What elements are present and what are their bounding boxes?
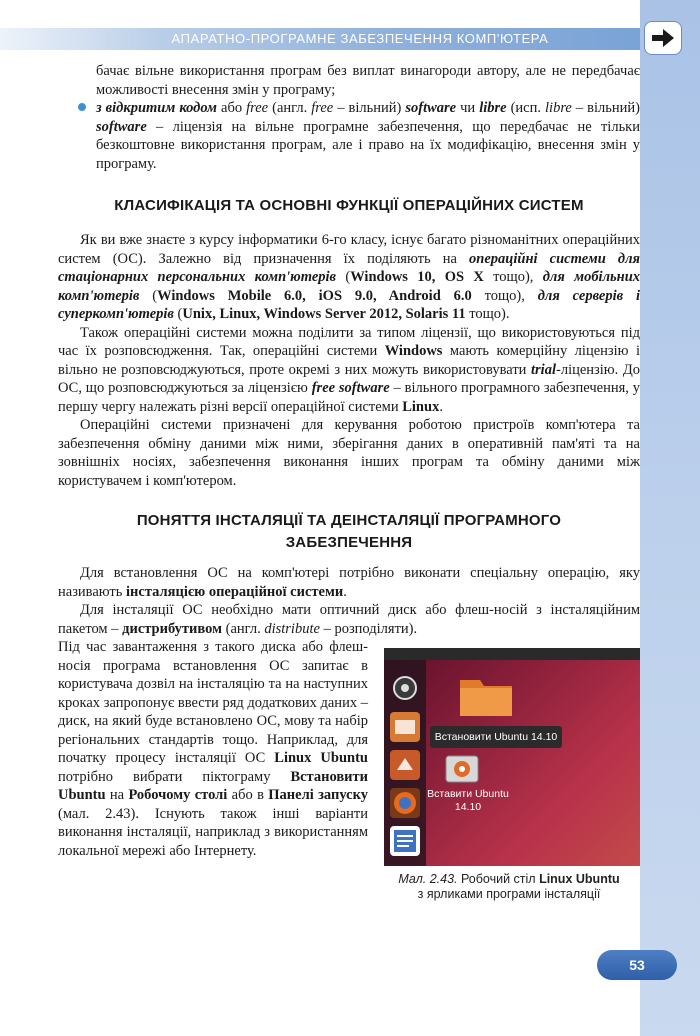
figure — [378, 648, 640, 902]
launcher-icons — [384, 660, 426, 866]
text-fragment: -ліцензію. До ОС, що розповсюджуються за ліцензією — [58, 361, 640, 396]
running-header: АПАРАТНО-ПРОГРАМНЕ ЗАБЕЗПЕЧЕННЯ КОМП'ЮТЕРА — [171, 31, 549, 46]
text-fragment: на — [105, 787, 129, 803]
term-linux: Linux — [539, 872, 573, 886]
term-open-source: з відкритим кодом — [96, 100, 217, 116]
term-install-ubuntu: Встановити Ubuntu — [58, 768, 368, 803]
text-fragment: чи — [456, 100, 480, 116]
term-distribute: distribute — [264, 620, 320, 637]
folder-icon — [456, 670, 516, 720]
text-fragment: Також операційні системи можна поділити за типом ліцензії, що використовуються під час їх розповсюдження. Так, операційні системи — [58, 324, 640, 359]
paragraph: Операційні системи призначені для керування роботою пристроїв комп'ютера та забезпечення обміну даними між ними, зберігання даних в оперативній пам'яті та на зовнішніх носіях, забезпечення виконання інших програм та обміну даними між користувачем і комп'ютером. — [58, 417, 640, 489]
text-fragment: . — [343, 583, 347, 600]
text-fragment: (исп. — [506, 100, 546, 116]
text-fragment: Під час завантаження з такого диска або флеш-носія програма встановлення ОС запитає в користувача дозвіл на інсталяцію та на наступних кроках запропонує ввести ряд додаткових даних – диск, на який буде встановлено ОС, мову та набір регіональних стандартів тощо. Наприклад, для початку процесу інсталяції ОС — [58, 639, 368, 766]
term-trial: trial — [531, 361, 556, 378]
text-fragment: тощо), — [471, 287, 538, 304]
paragraph — [58, 601, 640, 638]
text-fragment: Для встановлення ОС на комп'ютері потрібно виконати спеціальну операцію, яку називають — [58, 565, 640, 600]
term-launch-panel: Панелі запуску — [268, 787, 368, 803]
license-list — [58, 99, 640, 173]
next-page-button[interactable] — [645, 22, 681, 54]
launcher-panel — [384, 660, 426, 866]
os-examples: Windows Mobile 6.0, iOS 9.0, Android 6.0 — [157, 287, 472, 304]
term-distribution: дистрибутивом — [122, 620, 222, 637]
figure-wrap — [58, 638, 640, 901]
text-fragment: – вільний) — [571, 100, 640, 116]
text-fragment: – розподіляти). — [319, 620, 418, 637]
text-fragment: потрібно вибрати піктограму — [58, 768, 291, 785]
os-name: Windows — [384, 343, 443, 359]
label-line: Вставити Ubuntu — [427, 788, 509, 800]
paragraph — [58, 231, 640, 324]
text-fragment: ( — [139, 287, 158, 304]
text-fragment: або — [217, 100, 247, 116]
section-heading-install — [58, 510, 640, 554]
term-software: software — [96, 118, 147, 135]
text-fragment: ( — [336, 269, 351, 285]
os-name: Linux — [402, 398, 440, 415]
arrow-right-icon — [650, 27, 676, 49]
page-number: 53 — [597, 950, 677, 980]
term-mobile-os: для мобільних комп'ютерів — [58, 269, 641, 304]
side-band — [640, 0, 700, 1036]
term-libre: libre — [545, 100, 572, 116]
term-ubuntu: Ubuntu — [575, 872, 620, 886]
text-fragment: мають комерційну ліцензію і вільно не розповсюджуються, проте окремі з них можуть використовувати — [58, 343, 640, 378]
term-desktop: Робочому столі — [128, 787, 228, 803]
intro-continuation: бачає вільне використання програм без виплат винагороди автору, але не передбачає можливості внесення змін у програму; — [96, 63, 640, 98]
text-fragment: . — [439, 398, 443, 415]
ubuntu-desktop-image — [384, 648, 640, 866]
term-free: free — [311, 100, 334, 116]
bullet-icon — [78, 103, 86, 111]
tooltip-install-ubuntu: Встановити Ubuntu 14.10 — [430, 726, 562, 748]
page-content — [58, 62, 640, 906]
text-fragment: з ярликами програми інсталяції — [417, 887, 601, 901]
text-fragment: тощо), — [483, 269, 543, 285]
term-free-software: free software — [311, 380, 390, 396]
heading-line: ЗАБЕЗПЕЧЕННЯ — [285, 534, 413, 551]
text-fragment: або в — [227, 787, 269, 803]
text-fragment: (англ. — [268, 100, 312, 116]
term-linux-ubuntu: Linux Ubuntu — [274, 750, 368, 766]
text-fragment: – вільний) — [333, 100, 406, 116]
desktop-icon-label — [426, 788, 510, 814]
term-free: free — [246, 100, 269, 116]
text-fragment: Для інсталяції ОС необхідно мати оптичний диск або флеш-носій з інсталяційним пакетом – — [58, 602, 640, 637]
term-server-os: для серверів і суперкомп'ютерів — [58, 287, 640, 322]
text-fragment: – вільного програмного забезпечення, у першу чергу належать різні версії операційної системи — [58, 380, 640, 415]
text-fragment: Робочий стіл — [457, 872, 540, 886]
term-libre: libre — [479, 100, 507, 116]
text-fragment: (англ. — [221, 620, 265, 637]
list-item — [58, 99, 640, 173]
text-fragment: тощо). — [465, 306, 510, 322]
term-installation: інсталяцією операційної системи — [126, 583, 344, 600]
figure-caption — [378, 872, 640, 902]
term-stationary-os: операційні системи для стаціонарних персональних комп'ютерів — [58, 250, 641, 285]
text-fragment: (мал. 2.43). Існують також інші варіанти виконання інсталяції, наприклад з використанням локальної мережі або Інтернету. — [58, 805, 368, 859]
text-fragment: – ліцензія на вільне програмне забезпечення, що передбачає не тільки безкоштовне використання програм, але і право на їх модифікацію, внесення змін у програму. — [96, 118, 640, 172]
paragraph — [58, 564, 640, 601]
top-panel — [384, 648, 640, 660]
paragraph — [58, 324, 640, 417]
heading-line: ПОНЯТТЯ ІНСТАЛЯЦІЇ ТА ДЕІНСТАЛЯЦІЇ ПРОГРАМНОГО — [136, 512, 562, 529]
text-fragment: ( — [173, 306, 183, 322]
section-heading-os: КЛАСИФІКАЦІЯ ТА ОСНОВНІ ФУНКЦІЇ ОПЕРАЦІЙНИХ СИСТЕМ — [114, 197, 584, 214]
os-examples: Windows 10, OS X — [350, 269, 484, 285]
caption-number: Мал. 2.43. — [398, 872, 458, 886]
label-line: 14.10 — [454, 801, 482, 813]
installer-icon — [442, 752, 482, 788]
os-examples: Unix, Linux, Windows Server 2012, Solaris 11 — [182, 306, 466, 322]
text-fragment: Як ви вже знаєте з курсу інформатики 6-го класу, існує багато різноманітних операційних систем (ОС). Залежно від призначення їх поділяють на — [58, 232, 640, 267]
term-software: software — [405, 100, 457, 116]
